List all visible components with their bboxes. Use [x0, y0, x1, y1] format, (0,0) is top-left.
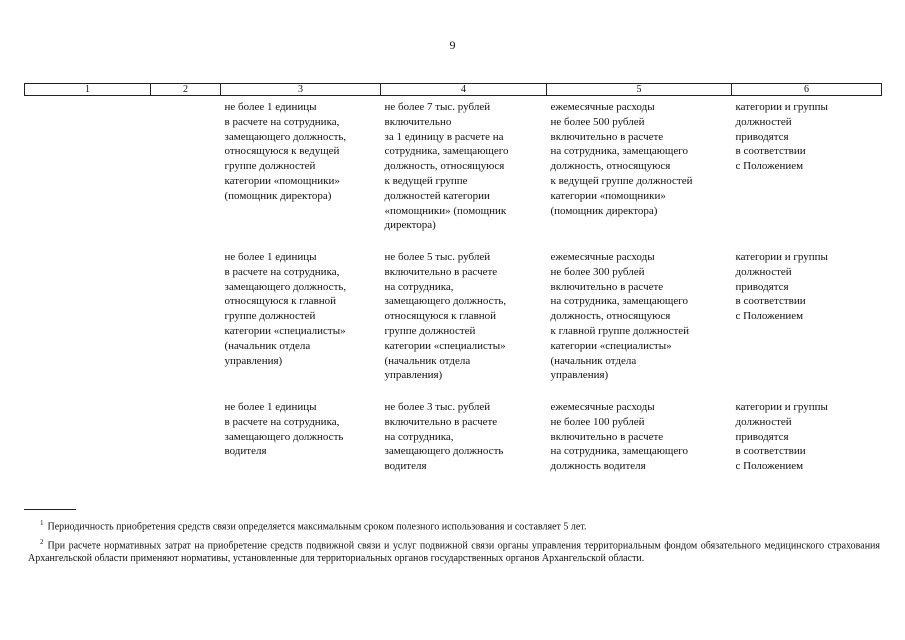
footnote	[28, 536, 880, 566]
cell-price: не более 7 тыс. рублей включительно за 1 единицу в расчете на сотрудника, замещающего должность, относящуюся к ведущей группе должностей категории «помощники» (помощник директора)	[384, 101, 509, 232]
footnote-separator	[24, 509, 76, 510]
cell-col1	[25, 246, 151, 396]
cell-monthly-expenses: ежемесячные расходы не более 300 рублей включительно в расчете на сотрудника, замещающего должность, относящуюся к главной группе должностей категории «специалисты» (начальник отдела управления)	[550, 251, 690, 382]
column-number-1: 1	[25, 84, 151, 96]
table-row	[25, 396, 882, 480]
cell-col1	[25, 396, 151, 480]
table-row	[25, 96, 882, 247]
norms-table	[24, 83, 882, 480]
cell-note: категории и группы должностей приводятся в соответствии с Положением	[735, 401, 828, 473]
cell-col2	[151, 246, 221, 396]
column-number-6: 6	[732, 84, 882, 96]
page-number: 9	[449, 38, 456, 52]
cell-monthly-expenses: ежемесячные расходы не более 100 рублей включительно в расчете на сотрудника, замещающего должность водителя	[550, 401, 689, 473]
footnote-mark: 2	[40, 537, 44, 546]
cell-quantity: не более 1 единицы в расчете на сотрудника, замещающего должность водителя	[224, 401, 344, 458]
table-header-row	[25, 84, 882, 96]
cell-col1	[25, 96, 151, 247]
cell-note: категории и группы должностей приводятся в соответствии с Положением	[735, 251, 828, 323]
footnote-text: Периодичность приобретения средств связи определяется максимальным сроком полезного использования и составляет 5 лет.	[47, 521, 587, 533]
cell-quantity: не более 1 единицы в расчете на сотрудника, замещающего должность, относящуюся к ведущей группе должностей категории «помощники» (помощник директора)	[224, 101, 347, 202]
footnotes	[28, 517, 880, 567]
column-number-5: 5	[547, 84, 732, 96]
table-row	[25, 246, 882, 396]
footnote-text: При расчете нормативных затрат на приобретение средств подвижной связи и услуг подвижной связи органы управления территориальным фондом обязательного медицинского страхования Архангельской области применяют нормативы, установленные для территориальных органов государственных органов Архангельской области.	[28, 540, 880, 564]
cell-price: не более 3 тыс. рублей включительно в расчете на сотрудника, замещающего должность водителя	[384, 401, 504, 473]
footnote	[28, 517, 880, 534]
cell-monthly-expenses: ежемесячные расходы не более 500 рублей включительно в расчете на сотрудника, замещающего должность, относящуюся к ведущей группе должностей категории «помощники» (помощник директора)	[550, 101, 693, 217]
cell-col2	[151, 396, 221, 480]
cell-note: категории и группы должностей приводятся в соответствии с Положением	[735, 101, 828, 173]
column-number-4: 4	[381, 84, 547, 96]
footnote-mark: 1	[40, 519, 44, 527]
column-number-2: 2	[151, 84, 221, 96]
cell-price: не более 5 тыс. рублей включительно в расчете на сотрудника, замещающего должность, относящуюся к главной группе должностей категории «специалисты» (начальник отдела управления)	[384, 251, 507, 382]
column-number-3: 3	[221, 84, 381, 96]
cell-quantity: не более 1 единицы в расчете на сотрудника, замещающего должность, относящуюся к главной группе должностей категории «специалисты» (начальник отдела управления)	[224, 251, 347, 367]
cell-col2	[151, 96, 221, 247]
